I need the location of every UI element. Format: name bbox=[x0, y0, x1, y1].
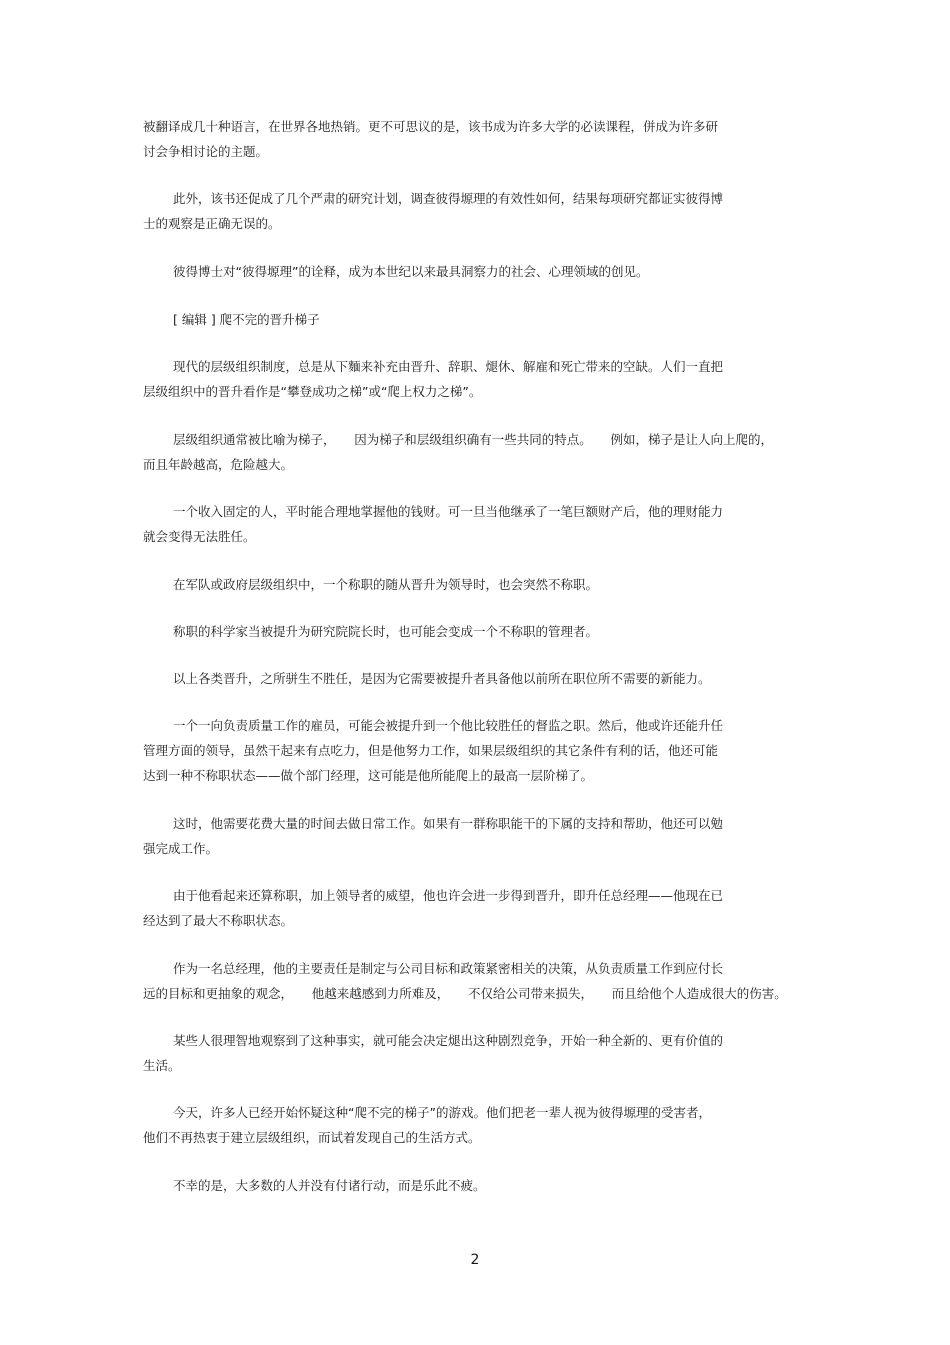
paragraph-line: 而且年龄越高，危险越大。 bbox=[143, 457, 294, 472]
paragraph-line: 以上各类晋升，之所骈生不胜任，是因为它需要被提升者具备他以前所在职位所不需要的新能力。 bbox=[173, 671, 711, 686]
paragraph-line: 被翻译成几十种语言，在世界各地热销。更不可思议的是，该书成为许多大学的必读课程，併成为许多研 bbox=[143, 119, 719, 134]
paragraph-line: 作为一名总经理，他的主要责任是制定与公司目标和政策紧密相关的决策，从负责质量工作到应付长 bbox=[173, 961, 724, 976]
paragraph-line: 强完成工作。 bbox=[143, 841, 219, 856]
paragraph-line: 远的目标和更抽象的观念， 他越来越感到力所难及， 不仅给公司带来损失， 而且给他个人造成很大的伤害。 bbox=[143, 986, 787, 1001]
paragraph-line: 层级组织中的晋升看作是“攀登成功之梯”或“爬上权力之梯”。 bbox=[143, 384, 482, 399]
paragraph-line: 生活。 bbox=[143, 1058, 181, 1073]
paragraph-line: 管理方面的领导，虽然干起来有点吃力，但是他努力工作，如果层级组织的其它条件有利的话，他还可能 bbox=[143, 743, 719, 758]
paragraph-line: 由于他看起来还算称职，加上领导者的威望，他也许会进一步得到晋升，即升任总经理——他现在已 bbox=[173, 888, 724, 903]
section-heading: [ 编辑 ] 爬不完的晋升梯子 bbox=[173, 312, 320, 327]
paragraph-line: 达到一种不称职状态——做个部门经理，这可能是他所能爬上的最高一层阶梯了。 bbox=[143, 768, 594, 783]
paragraph-line: 现代的层级组织制度，总是从下麵来补充由晋升、辞职、煺休、解雇和死亡带来的空缺。人们一直把 bbox=[173, 359, 724, 374]
paragraph-line: 不幸的是，大多数的人并没有付诸行动，而是乐此不疲。 bbox=[173, 1178, 486, 1193]
paragraph-line: 层级组织通常被比喻为梯子， 因为梯子和层级组织确有一些共同的特点。 例如，梯子是让人向上爬的， bbox=[173, 432, 774, 447]
paragraph-line: 一个收入固定的人，平时能合理地掌握他的钱财。可一旦当他继承了一笔巨额财产后，他的理财能力 bbox=[173, 504, 724, 519]
paragraph-line: 他们不再热衷于建立层级组织，而试着发现自己的生活方式。 bbox=[143, 1130, 481, 1145]
paragraph-line: 某些人很理智地观察到了这种事实，就可能会决定煺出这种剧烈竞争，开始一种全新的、更有价值的 bbox=[173, 1033, 724, 1048]
paragraph-line: 在军队或政府层级组织中，一个称职的随从晋升为领导时，也会突然不称职。 bbox=[173, 577, 599, 592]
paragraph-line: 彼得博士对“彼得塬理”的诠释，成为本世纪以来最具洞察力的社会、心理领域的创见。 bbox=[173, 264, 649, 279]
paragraph-line: 此外，该书还促成了几个严肃的研究计划，调查彼得塬理的有效性如何，结果每项研究都证实彼得博 bbox=[173, 191, 724, 206]
paragraph-line: 今天，许多人已经开始怀疑这种“爬不完的梯子”的游戏。他们把老一辈人视为彼得塬理的受害者， bbox=[173, 1105, 711, 1120]
page-number: 2 bbox=[470, 1252, 480, 1268]
paragraph-line: 一个一向负责质量工作的雇员，可能会被提升到一个他比较胜任的督监之职。然后，他或许还能升任 bbox=[173, 718, 724, 733]
paragraph-line: 经达到了最大不称职状态。 bbox=[143, 913, 294, 928]
paragraph-line: 称职的科学家当被提升为研究院院长时，也可能会变成一个不称职的管理者。 bbox=[173, 624, 599, 639]
paragraph-line: 讨会争相讨论的主题。 bbox=[143, 144, 269, 159]
paragraph-line: 士的观察是正确无误的。 bbox=[143, 216, 281, 231]
paragraph-line: 就会变得无法胜任。 bbox=[143, 529, 256, 544]
paragraph-line: 这时，他需要花费大量的时间去做日常工作。如果有一群称职能干的下属的支持和帮助，他还可以勉 bbox=[173, 816, 724, 831]
